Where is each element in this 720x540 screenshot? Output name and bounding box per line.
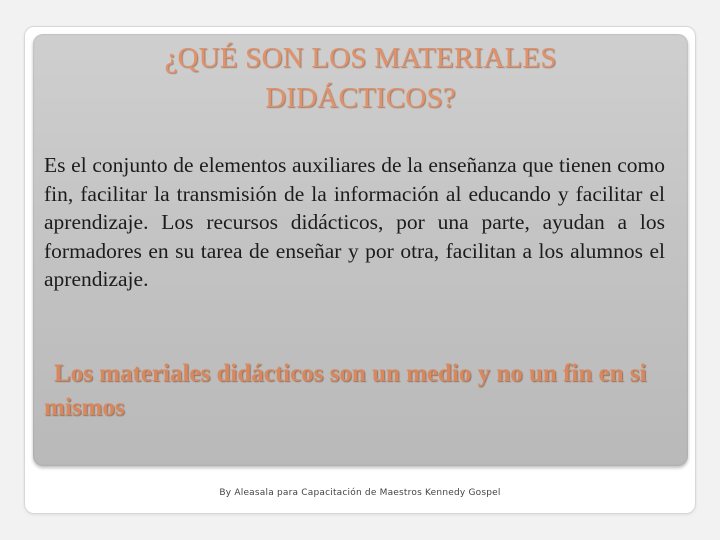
slide bbox=[24, 26, 696, 514]
content-panel bbox=[33, 34, 688, 466]
slide-title bbox=[33, 38, 688, 118]
emphasis-statement bbox=[44, 357, 674, 425]
slide-footer: By Aleasala para Capacitación de Maestros Kennedy Gospel bbox=[219, 488, 501, 498]
slide-title-line-2: DIDÁCTICOS? bbox=[265, 82, 456, 114]
definition-paragraph: Es el conjunto de elementos auxiliares de la enseñanza que tienen como fin, facilitar la transmisión de la información al educando y facilitar el aprendizaje. Los recursos didácticos, por una parte, ayudan a los formadores en su tarea de enseñar y por otra, facilitan a los alumnos el aprendizaje. bbox=[44, 153, 665, 292]
emphasis-text: Los materiales didácticos son un medio y no un fin en si mismos bbox=[44, 360, 647, 421]
slide-title-line-1: ¿QUÉ SON LOS MATERIALES bbox=[164, 42, 557, 74]
